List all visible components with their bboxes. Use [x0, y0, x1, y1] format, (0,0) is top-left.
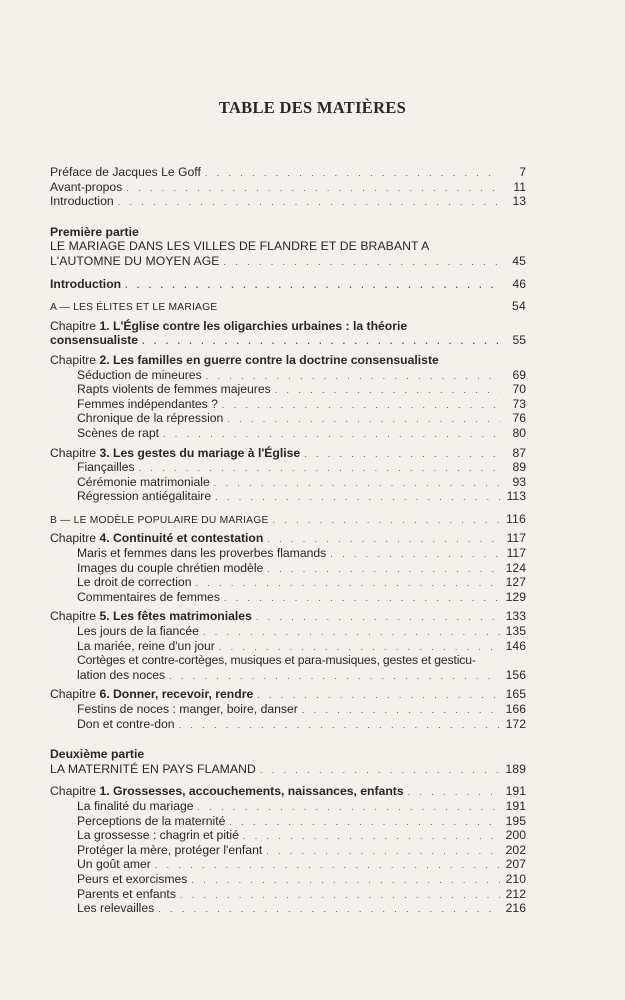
toc-item[interactable]: La finalité du mariage . . . 191: [50, 799, 526, 814]
toc-entry-part2[interactable]: LA MATERNITÉ EN PAYS FLAMAND . . . 189: [50, 762, 526, 777]
toc-item[interactable]: Perceptions de la maternité . . . 195: [50, 814, 526, 829]
toc-item[interactable]: Peurs et exorcismes . . . 210: [50, 872, 526, 887]
toc-item[interactable]: Les relevailles . . . 216: [50, 901, 526, 916]
toc-item[interactable]: Séduction de mineures . . . 69: [50, 368, 526, 383]
page-title: TABLE DES MATIÈRES: [218, 98, 407, 117]
toc-entry-chapter3[interactable]: Chapitre 3. Les gestes du mariage à l'Église . . . 87: [50, 446, 526, 461]
toc-section-a[interactable]: A — LES ÉLITES ET LE MARIAGE 54: [50, 299, 526, 314]
toc-item[interactable]: Maris et femmes dans les proverbes flamands . . . 117: [50, 546, 526, 561]
part2-label: Deuxième partie: [50, 747, 145, 762]
toc-item[interactable]: lation des noces . . . 156: [50, 668, 526, 683]
toc-entry-part1[interactable]: L'AUTOMNE DU MOYEN AGE . . . 45: [50, 254, 526, 269]
chapter1-title-line1: Chapitre 1. L'Église contre les oligarchies urbaines : la théorie: [50, 318, 408, 333]
toc-item[interactable]: Parents et enfants . . . 212: [50, 887, 526, 902]
toc-item[interactable]: La mariée, reine d'un jour . . . 146: [50, 639, 526, 654]
table-of-contents: [50, 165, 526, 916]
part1-label: Première partie: [50, 224, 139, 239]
toc-item[interactable]: Fiançailles . . . 89: [50, 460, 526, 475]
toc-item[interactable]: Le droit de correction . . . 127: [50, 575, 526, 590]
toc-entry-chapter6[interactable]: Chapitre 6. Donner, recevoir, rendre . . . 165: [50, 687, 526, 702]
toc-entry-chapter5[interactable]: Chapitre 5. Les fêtes matrimoniales . . . 133: [50, 609, 526, 624]
toc-item[interactable]: Festins de noces : manger, boire, danser . . . 166: [50, 702, 526, 717]
toc-item[interactable]: Protéger la mère, protéger l'enfant . . . 202: [50, 843, 526, 858]
toc-section-b[interactable]: B — LE MODÈLE POPULAIRE DU MARIAGE . . . 116: [50, 512, 526, 527]
toc-entry-introduction[interactable]: Introduction . . . 13: [50, 194, 526, 209]
toc-item[interactable]: Commentaires de femmes . . . 129: [50, 590, 526, 605]
chapter2-title[interactable]: Chapitre 2. Les familles en guerre contre la doctrine consensualiste: [50, 352, 439, 367]
toc-entry-preface[interactable]: Préface de Jacques Le Goff . . . 7: [50, 165, 526, 180]
toc-item-long-line1: Cortèges et contre-cortèges, musiques et para-musiques, gestes et gesticu-: [77, 653, 476, 668]
toc-item[interactable]: Scènes de rapt . . . 80: [50, 426, 526, 441]
toc-entry-chapter4[interactable]: Chapitre 4. Continuité et contestation . . . 117: [50, 531, 526, 546]
toc-item[interactable]: Un goût amer . . . 207: [50, 857, 526, 872]
toc-item[interactable]: Images du couple chrétien modèle . . . 124: [50, 561, 526, 576]
toc-entry-part1-introduction[interactable]: Introduction . . . 46: [50, 277, 526, 292]
toc-entry-chapter1[interactable]: consensualiste . . . 55: [50, 333, 526, 348]
toc-item[interactable]: La grossesse : chagrin et pitié . . . 200: [50, 828, 526, 843]
toc-item[interactable]: Cérémonie matrimoniale . . . 93: [50, 475, 526, 490]
toc-entry-avant-propos[interactable]: Avant-propos . . . 11: [50, 180, 526, 195]
toc-entry-part2-chapter1[interactable]: Chapitre 1. Grossesses, accouchements, naissances, enfants . . . 191: [50, 784, 526, 799]
toc-item[interactable]: Don et contre-don . . . 172: [50, 717, 526, 732]
toc-item[interactable]: Rapts violents de femmes majeures . . . 70: [50, 382, 526, 397]
toc-item[interactable]: Femmes indépendantes ? . . . 73: [50, 397, 526, 412]
toc-item[interactable]: Les jours de la fiancée . . . 135: [50, 624, 526, 639]
part1-title-line1: LE MARIAGE DANS LES VILLES DE FLANDRE ET DE BRABANT A: [50, 239, 430, 254]
toc-item[interactable]: Régression antiégalitaire . . . 113: [50, 489, 526, 504]
toc-item[interactable]: Chronique de la répression . . . 76: [50, 411, 526, 426]
